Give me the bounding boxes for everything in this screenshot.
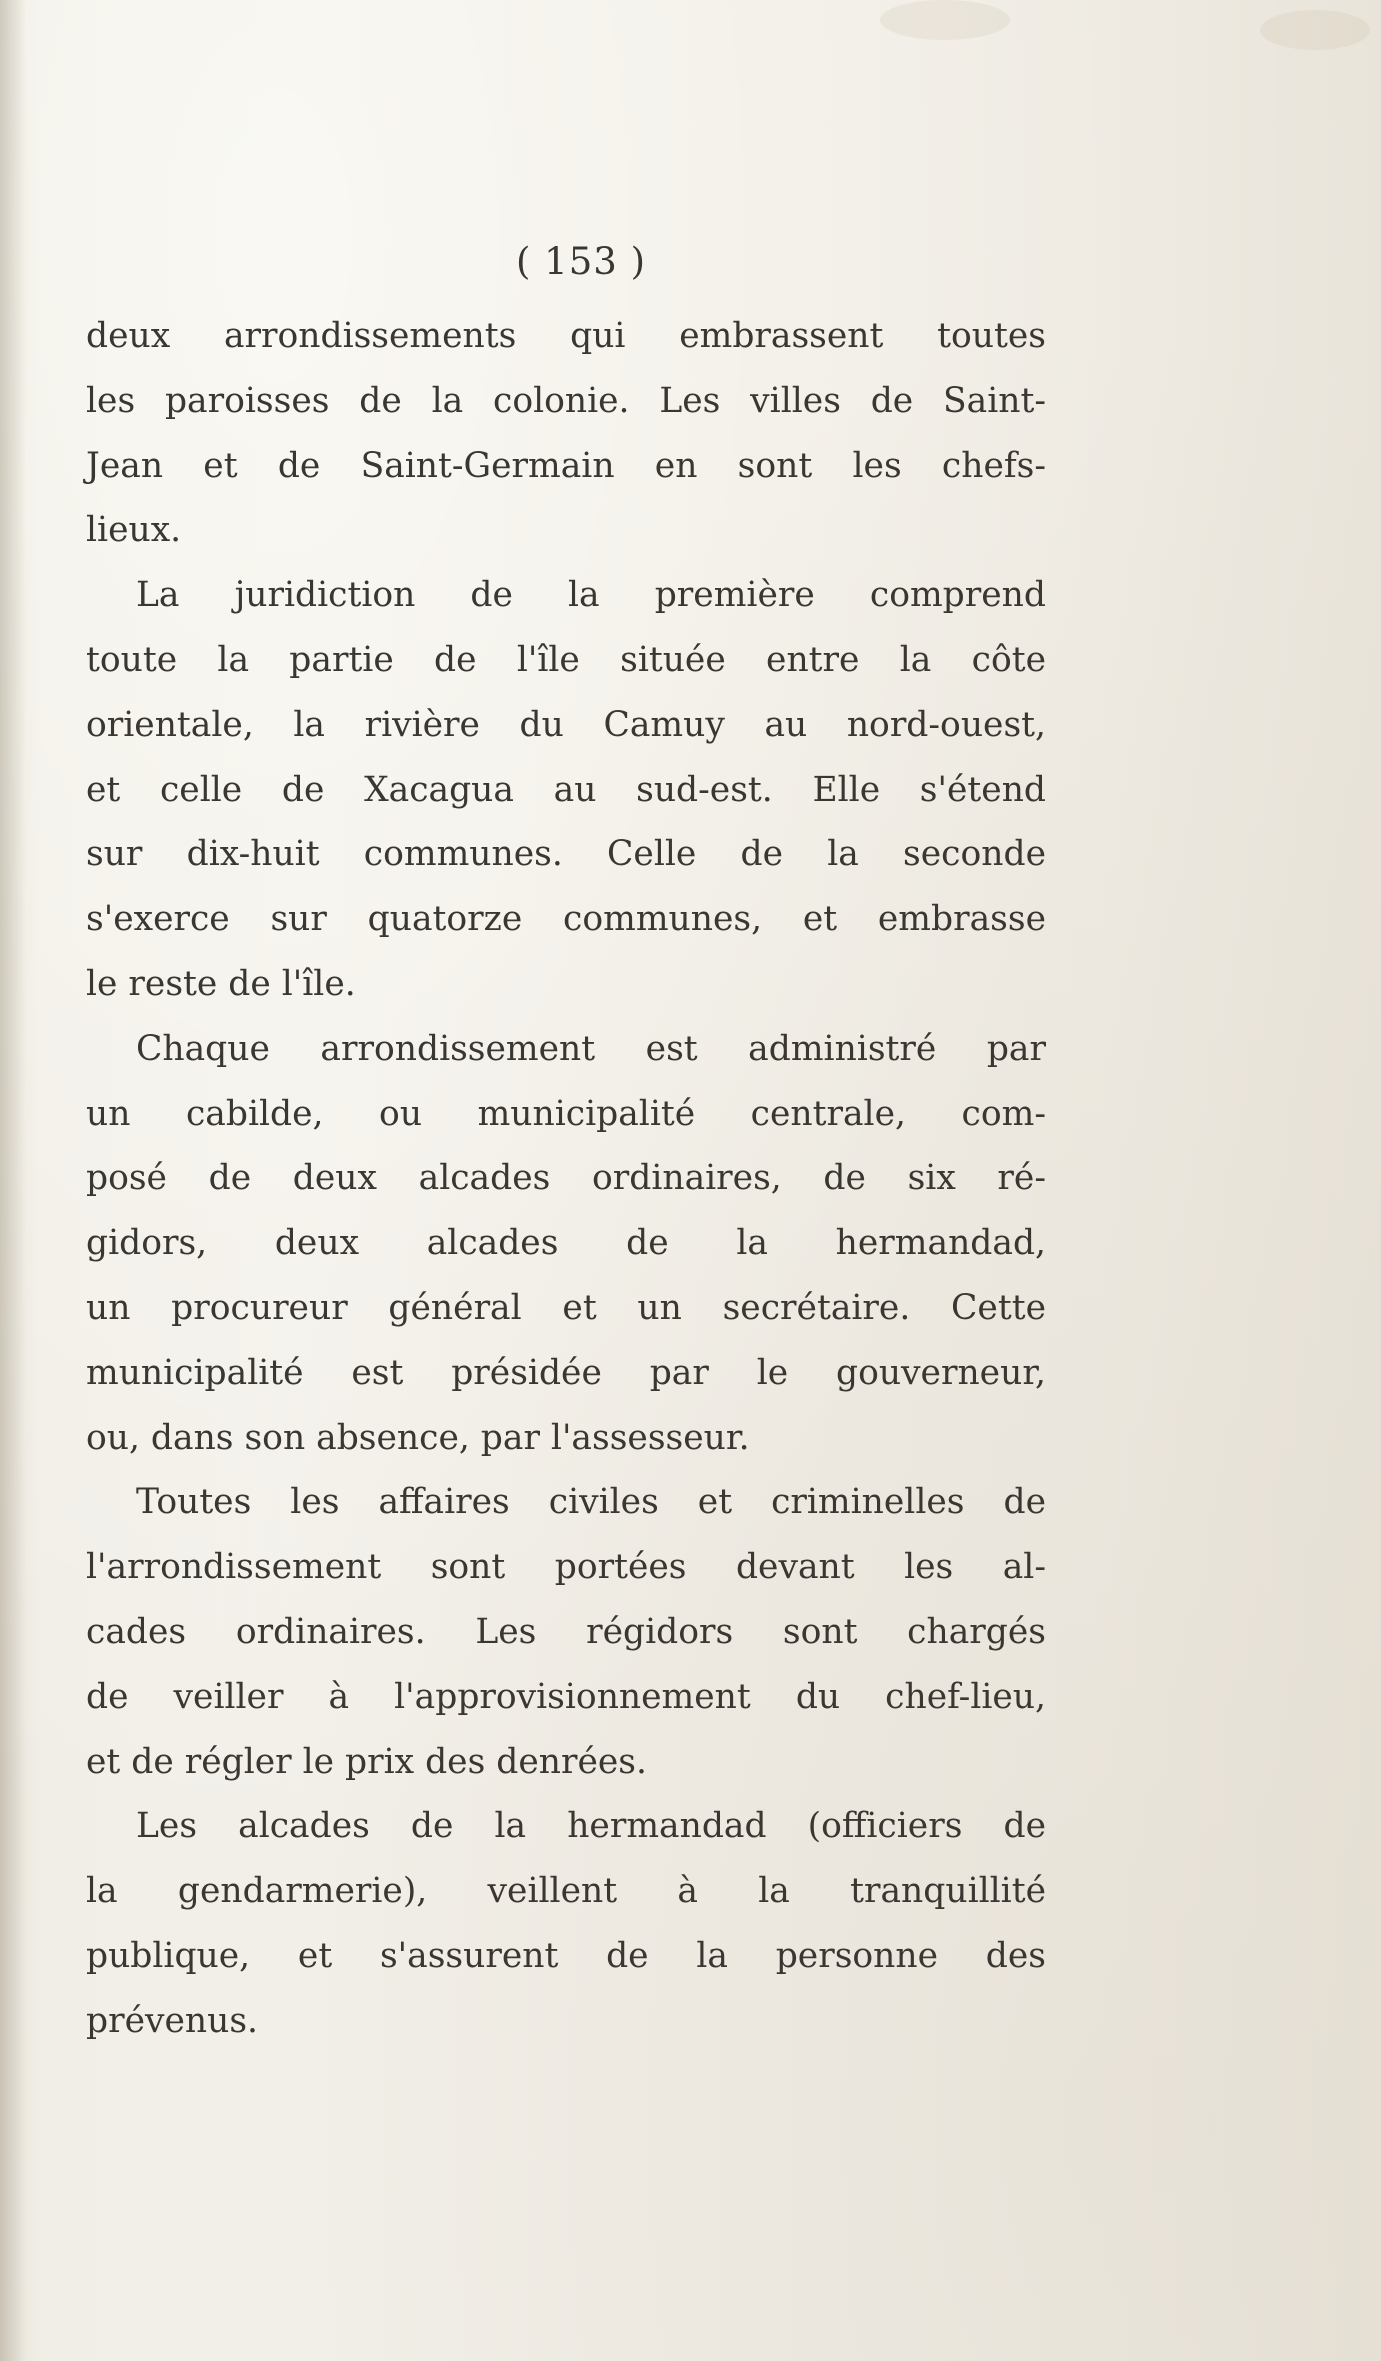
text-line: un cabilde, ou municipalité centrale, com-	[86, 1093, 1046, 1134]
text-lines	[86, 304, 1046, 2054]
text-line: Jean et de Saint-Germain en sont les chefs-	[86, 445, 1046, 486]
text-line: de veiller à l'approvisionnement du chef-lieu,	[86, 1676, 1046, 1717]
text-line: la gendarmerie), veillent à la tranquillité	[86, 1871, 1046, 1912]
text-line: le reste de l'île.	[86, 963, 356, 1004]
paper-stain	[1260, 10, 1370, 50]
text-line: Chaque arrondissement est administré par	[136, 1028, 1046, 1069]
text-line: posé de deux alcades ordinaires, de six ré-	[86, 1158, 1046, 1199]
text-line: les paroisses de la colonie. Les villes de Saint-	[86, 380, 1046, 421]
text-line: deux arrondissements qui embrassent toutes	[86, 316, 1046, 356]
text-line: La juridiction de la première comprend	[136, 575, 1046, 616]
text-line: l'arrondissement sont portées devant les al-	[86, 1547, 1046, 1588]
text-line: s'exerce sur quatorze communes, et embrasse	[86, 899, 1046, 940]
text-line: et celle de Xacagua au sud-est. Elle s'étend	[86, 769, 1046, 810]
text-line: un procureur général et un secrétaire. Cette	[86, 1287, 1046, 1328]
text-line: cades ordinaires. Les régidors sont chargés	[86, 1611, 1046, 1652]
text-line: Les alcades de la hermandad (officiers de	[136, 1806, 1046, 1847]
text-line: ou, dans son absence, par l'assesseur.	[86, 1417, 750, 1458]
paper-stain	[880, 0, 1010, 40]
text-line: sur dix-huit communes. Celle de la seconde	[86, 834, 1046, 875]
text-line: Toutes les affaires civiles et criminelles de	[136, 1482, 1046, 1523]
text-line: toute la partie de l'île située entre la côte	[86, 639, 1046, 680]
text-line: municipalité est présidée par le gouverneur,	[86, 1352, 1046, 1393]
text-block	[86, 240, 1046, 2054]
text-line: publique, et s'assurent de la personne des	[86, 1935, 1046, 1976]
page-number: ( 153 )	[515, 240, 646, 283]
text-line: gidors, deux alcades de la hermandad,	[86, 1223, 1046, 1264]
text-line: et de régler le prix des denrées.	[86, 1741, 647, 1782]
text-line: orientale, la rivière du Camuy au nord-ouest,	[86, 704, 1046, 745]
text-line: prévenus.	[86, 2000, 259, 2041]
text-line: lieux.	[86, 510, 182, 551]
page-gutter-shadow	[0, 0, 26, 2361]
